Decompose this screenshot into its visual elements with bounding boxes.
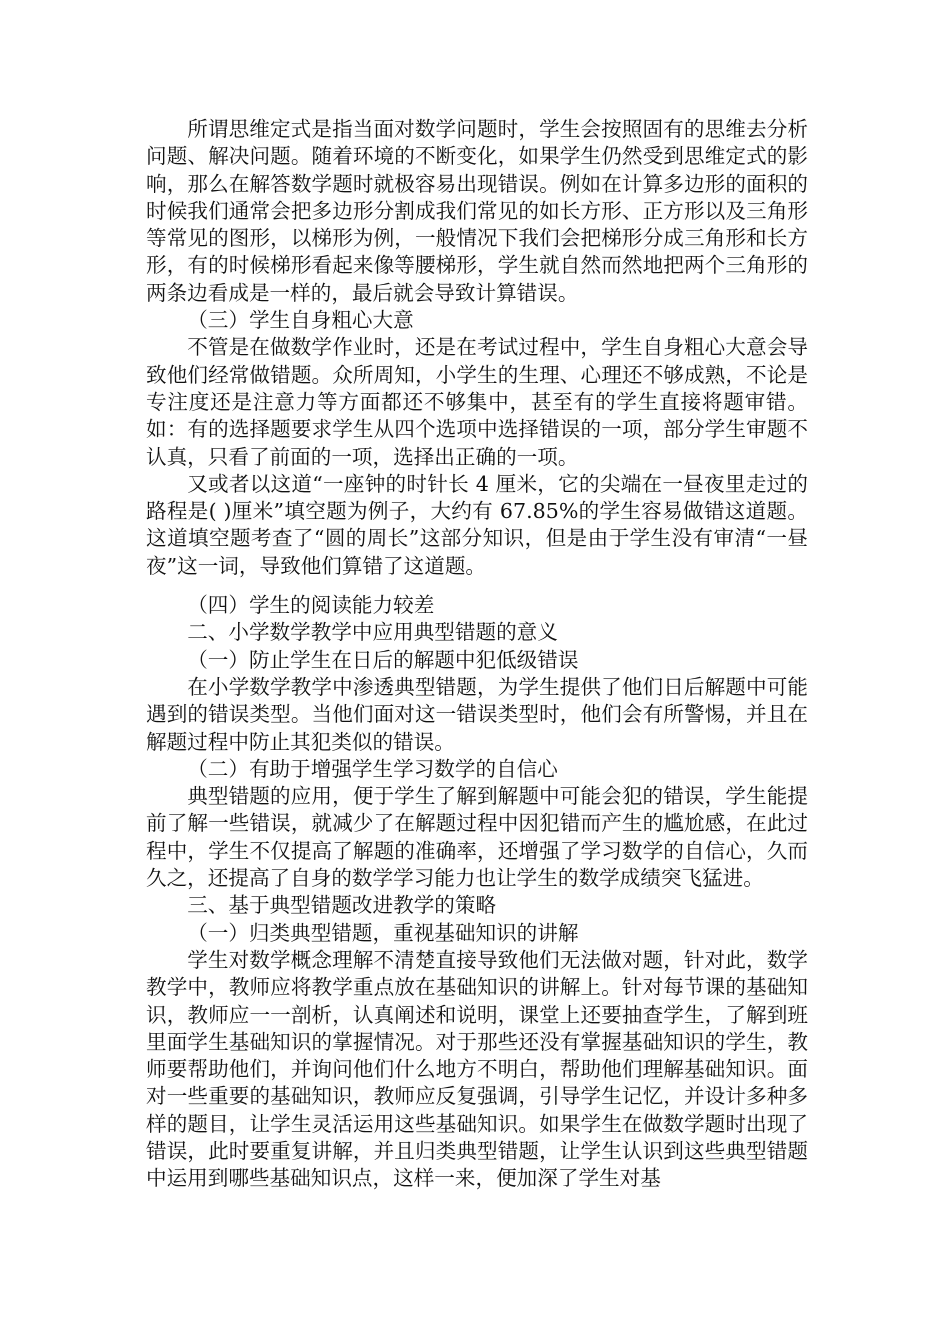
paragraph-clock-example: 又或者以这道“一座钟的时针长 4 厘米，它的尖端在一昼夜里走过的路程是( )厘米”填空题为例子，大约有 67.85%的学生容易做错这道题。这道填空题考查了“圆的周长”这部分知识，但是由于学生没有审清“一昼夜”这一词，导致他们算错了这道题。 [146, 471, 808, 578]
paragraph-confidence: 典型错题的应用，便于学生了解到解题中可能会犯的错误，学生能提前了解一些错误，就减少了在解题过程中因犯错而产生的尴尬感，在此过程中，学生不仅提高了解题的准确率，还增强了学习数学的自信心，久而久之，还提高了自身的数学学习能力也让学生的数学成绩突飞猛进。 [146, 784, 808, 891]
document-page [146, 116, 808, 1193]
paragraph-prevent-errors: 在小学数学教学中渗透典型错题，为学生提供了他们日后解题中可能遇到的错误类型。当他们面对这一错误类型时，他们会有所警惕，并且在解题过程中防止其犯类似的错误。 [146, 674, 808, 754]
paragraph-carelessness: 不管是在做数学作业时，还是在考试过程中，学生自身粗心大意会导致他们经常做错题。众所周知，小学生的生理、心理还不够成熟，不论是专注度还是注意力等方面都还不够集中，甚至有的学生直接将题审错。如：有的选择题要求学生从四个选项中选择错误的一项，部分学生审题不认真，只看了前面的一项，选择出正确的一项。 [146, 335, 808, 469]
section-heading-classify-errors: （一）归类典型错题，重视基础知识的讲解 [187, 920, 579, 945]
section-heading-confidence: （二）有助于增强学生学习数学的自信心 [187, 756, 558, 781]
chapter-heading-strategies: 三、基于典型错题改进教学的策略 [187, 893, 497, 918]
paragraph-thinking-pattern: 所谓思维定式是指当面对数学问题时，学生会按照固有的思维去分析问题、解决问题。随着环境的不断变化，如果学生仍然受到思维定式的影响，那么在解答数学题时就极容易出现错误。例如在计算多边形的面积的时候我们通常会把多边形分割成我们常见的如长方形、正方形以及三角形等常见的图形，以梯形为例，一般情况下我们会把梯形分成三角形和长方形，有的时候梯形看起来像等腰梯形，学生就自然而然地把两个三角形的两条边看成是一样的，最后就会导致计算错误。 [146, 117, 808, 305]
section-heading-carelessness: （三）学生自身粗心大意 [187, 308, 414, 333]
chapter-heading-significance: 二、小学数学教学中应用典型错题的意义 [187, 620, 558, 645]
section-heading-prevent-errors: （一）防止学生在日后的解题中犯低级错误 [187, 647, 579, 672]
paragraph-classify-errors: 学生对数学概念理解不清楚直接导致他们无法做对题，针对此，数学教学中，教师应将教学重点放在基础知识的讲解上。针对每节课的基础知识，教师应一一剖析，认真阐述和说明，课堂上还要抽查学生，了解到班里面学生基础知识的掌握情况。对于那些还没有掌握基础知识的学生，教师要帮助他们，并询问他们什么地方不明白，帮助他们理解基础知识。面对一些重要的基础知识，教师应反复强调，引导学生记忆，并设计多种多样的题目，让学生灵活运用这些基础知识。如果学生在做数学题时出现了错误，此时要重复讲解，并且归类典型错题，让学生认识到这些典型错题中运用到哪些基础知识点，这样一来，便加深了学生对基 [146, 947, 808, 1191]
section-heading-reading-ability: （四）学生的阅读能力较差 [187, 593, 435, 618]
